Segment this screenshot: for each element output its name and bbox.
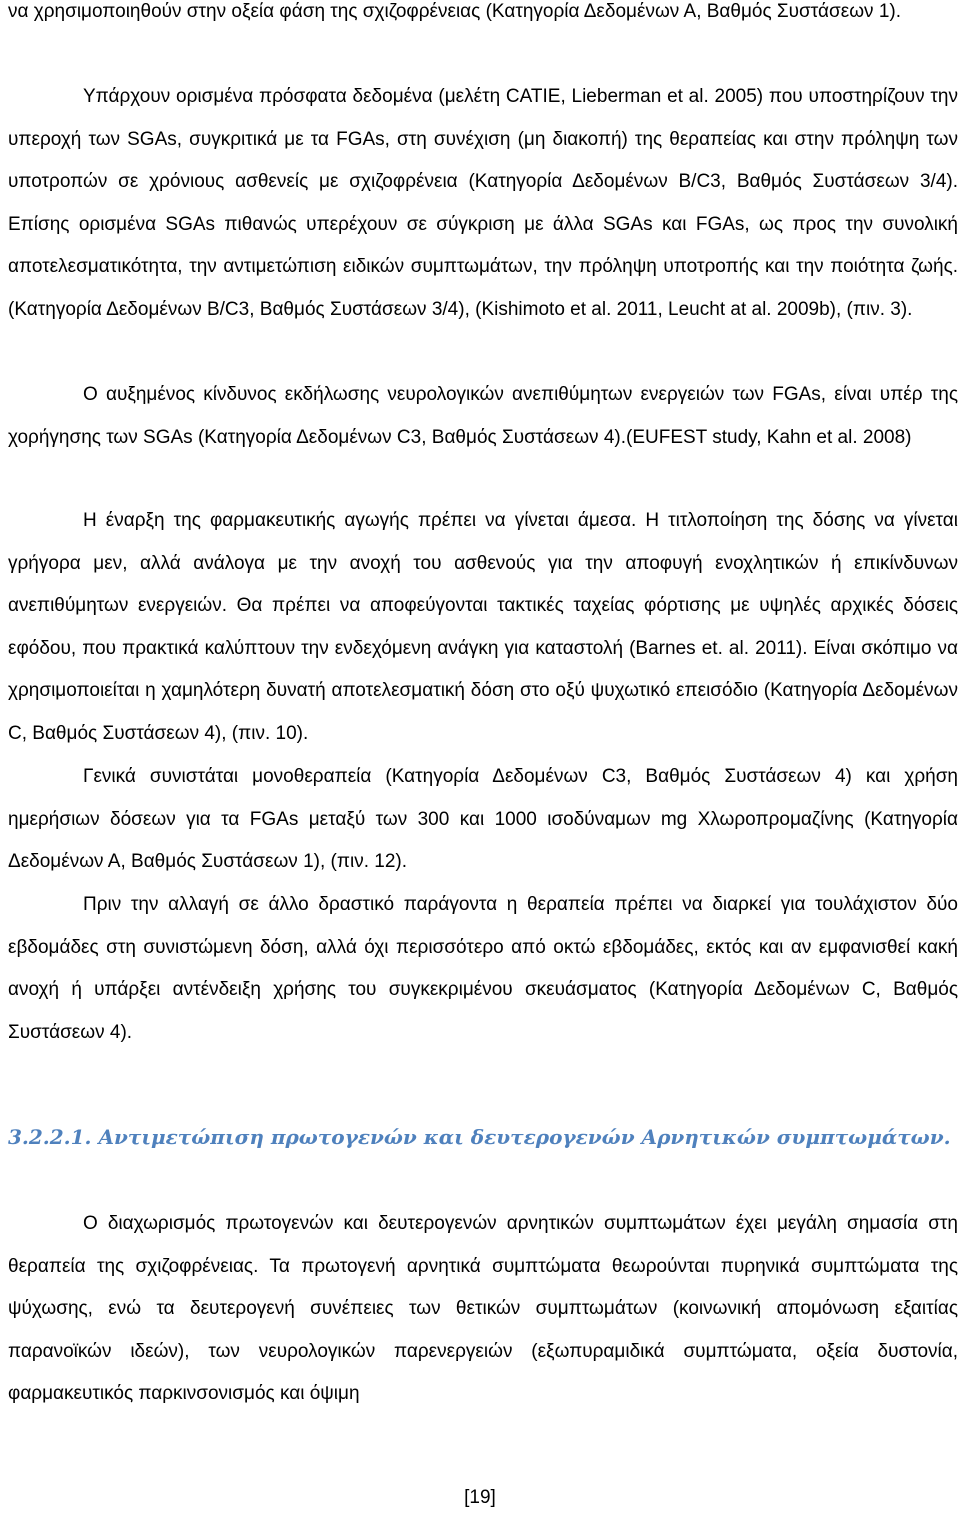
paragraph-continuation: να χρησιμοποιηθούν στην οξεία φάση της σχιζοφρένειας (Κατηγορία Δεδομένων Α, Βαθμός Συστάσεων 1). (8, 1, 901, 22)
page-number: [19] (464, 1487, 496, 1508)
paragraph-neurological-risk: Ο αυξημένος κίνδυνος εκδήλωσης νευρολογικών ανεπιθύμητων ενεργειών των FGAs, είναι υπέρ της χορήγησης των SGAs (Κατηγορία Δεδομένων C3, Βαθμός Συστάσεων 4).(EUFEST study, Kahn et al. 2008) (8, 384, 958, 448)
section-heading: 3.2.2.1. Αντιμετώπιση πρωτογενών και δευτερογενών Αρνητικών συμπτωμάτων. (8, 1125, 951, 1149)
paragraph-negative-symptoms: Ο διαχωρισμός πρωτογενών και δευτερογενών αρνητικών συμπτωμάτων έχει μεγάλη σημασία στη θεραπεία της σχιζοφρένειας. Τα πρωτογενή αρνητικά συμπτώματα θεωρούνται πυρηνικά συμπτώματα της ψύχωσης, ενώ τα δευτερογενή συνέπειες των θετικών συμπτωμάτων (κοινωνική απομόνωση εξαιτίας παρανοϊκών ιδεών), των νευρολογικών παρενεργειών (εξωπυραμιδικά συμπτώματα, οξεία δυστονία, φαρμακευτικός παρκινσονισμός και όψιμη (8, 1213, 958, 1404)
paragraph-treatment-initiation: Η έναρξη της φαρμακευτικής αγωγής πρέπει να γίνεται άμεσα. Η τιτλοποίηση της δόσης να γίνεται γρήγορα μεν, αλλά ανάλογα με την ανοχή του ασθενούς για την αποφυγή ενοχλητικών ή επικίνδυνων ανεπιθύμητων ενεργειών. Θα πρέπει να αποφεύγονται τακτικές ταχείας φόρτισης με υψηλές αρχικές δόσεις εφόδου, που πρακτικά καλύπτουν την ενδεχόμενη ανάγκη για καταστολή (Barnes et. al. 2011). Είναι σκόπιμο να χρησιμοποιείται η χαμηλότερη δυνατή αποτελεσματική δόση στο οξύ ψυχωτικό επεισόδιο (Κατηγορία Δεδομένων C, Βαθμός Συστάσεων 4), (πιν. 10). (8, 510, 958, 744)
document-page (8, 0, 958, 1518)
paragraph-sgas-evidence: Υπάρχουν ορισμένα πρόσφατα δεδομένα (μελέτη CATIE, Lieberman et al. 2005) που υποστηρίζουν την υπεροχή των SGAs, συγκριτικά με τα FGAs, στη συνέχιση (μη διακοπή) της θεραπείας και στην πρόληψη των υποτροπών σε χρόνιους ασθενείς με σχιζοφρένεια (Κατηγορία Δεδομένων Β/C3, Βαθμός Συστάσεων 3/4). Επίσης ορισμένα SGAs πιθανώς υπερέχουν σε σύγκριση με άλλα SGAs και FGAs, ως προς την συνολική αποτελεσματικότητα, την αντιμετώπιση ειδικών συμπτωμάτων, την πρόληψη υποτροπής και την ποιότητα ζωής. (Κατηγορία Δεδομένων Β/C3, Βαθμός Συστάσεων 3/4), (Kishimoto et al. 2011, Leucht at al. 2009b), (πιν. 3). (8, 86, 958, 320)
paragraph-switching-agent: Πριν την αλλαγή σε άλλο δραστικό παράγοντα η θεραπεία πρέπει να διαρκεί για τουλάχιστον δύο εβδομάδες στη συνιστώμενη δόση, αλλά όχι περισσότερο από οκτώ εβδομάδες, εκτός και αν εμφανισθεί κακή ανοχή ή υπάρξει αντένδειξη χρήσης του συγκεκριμένου σκευάσματος (Κατηγορία Δεδομένων C, Βαθμός Συστάσεων 4). (8, 894, 958, 1043)
paragraph-monotherapy: Γενικά συνιστάται μονοθεραπεία (Κατηγορία Δεδομένων C3, Βαθμός Συστάσεων 4) και χρήση ημερήσιων δόσεων για τα FGAs μεταξύ των 300 και 1000 ισοδύναμων mg Χλωροπρομαζίνης (Κατηγορία Δεδομένων Α, Βαθμός Συστάσεων 1), (πιν. 12). (8, 766, 958, 872)
